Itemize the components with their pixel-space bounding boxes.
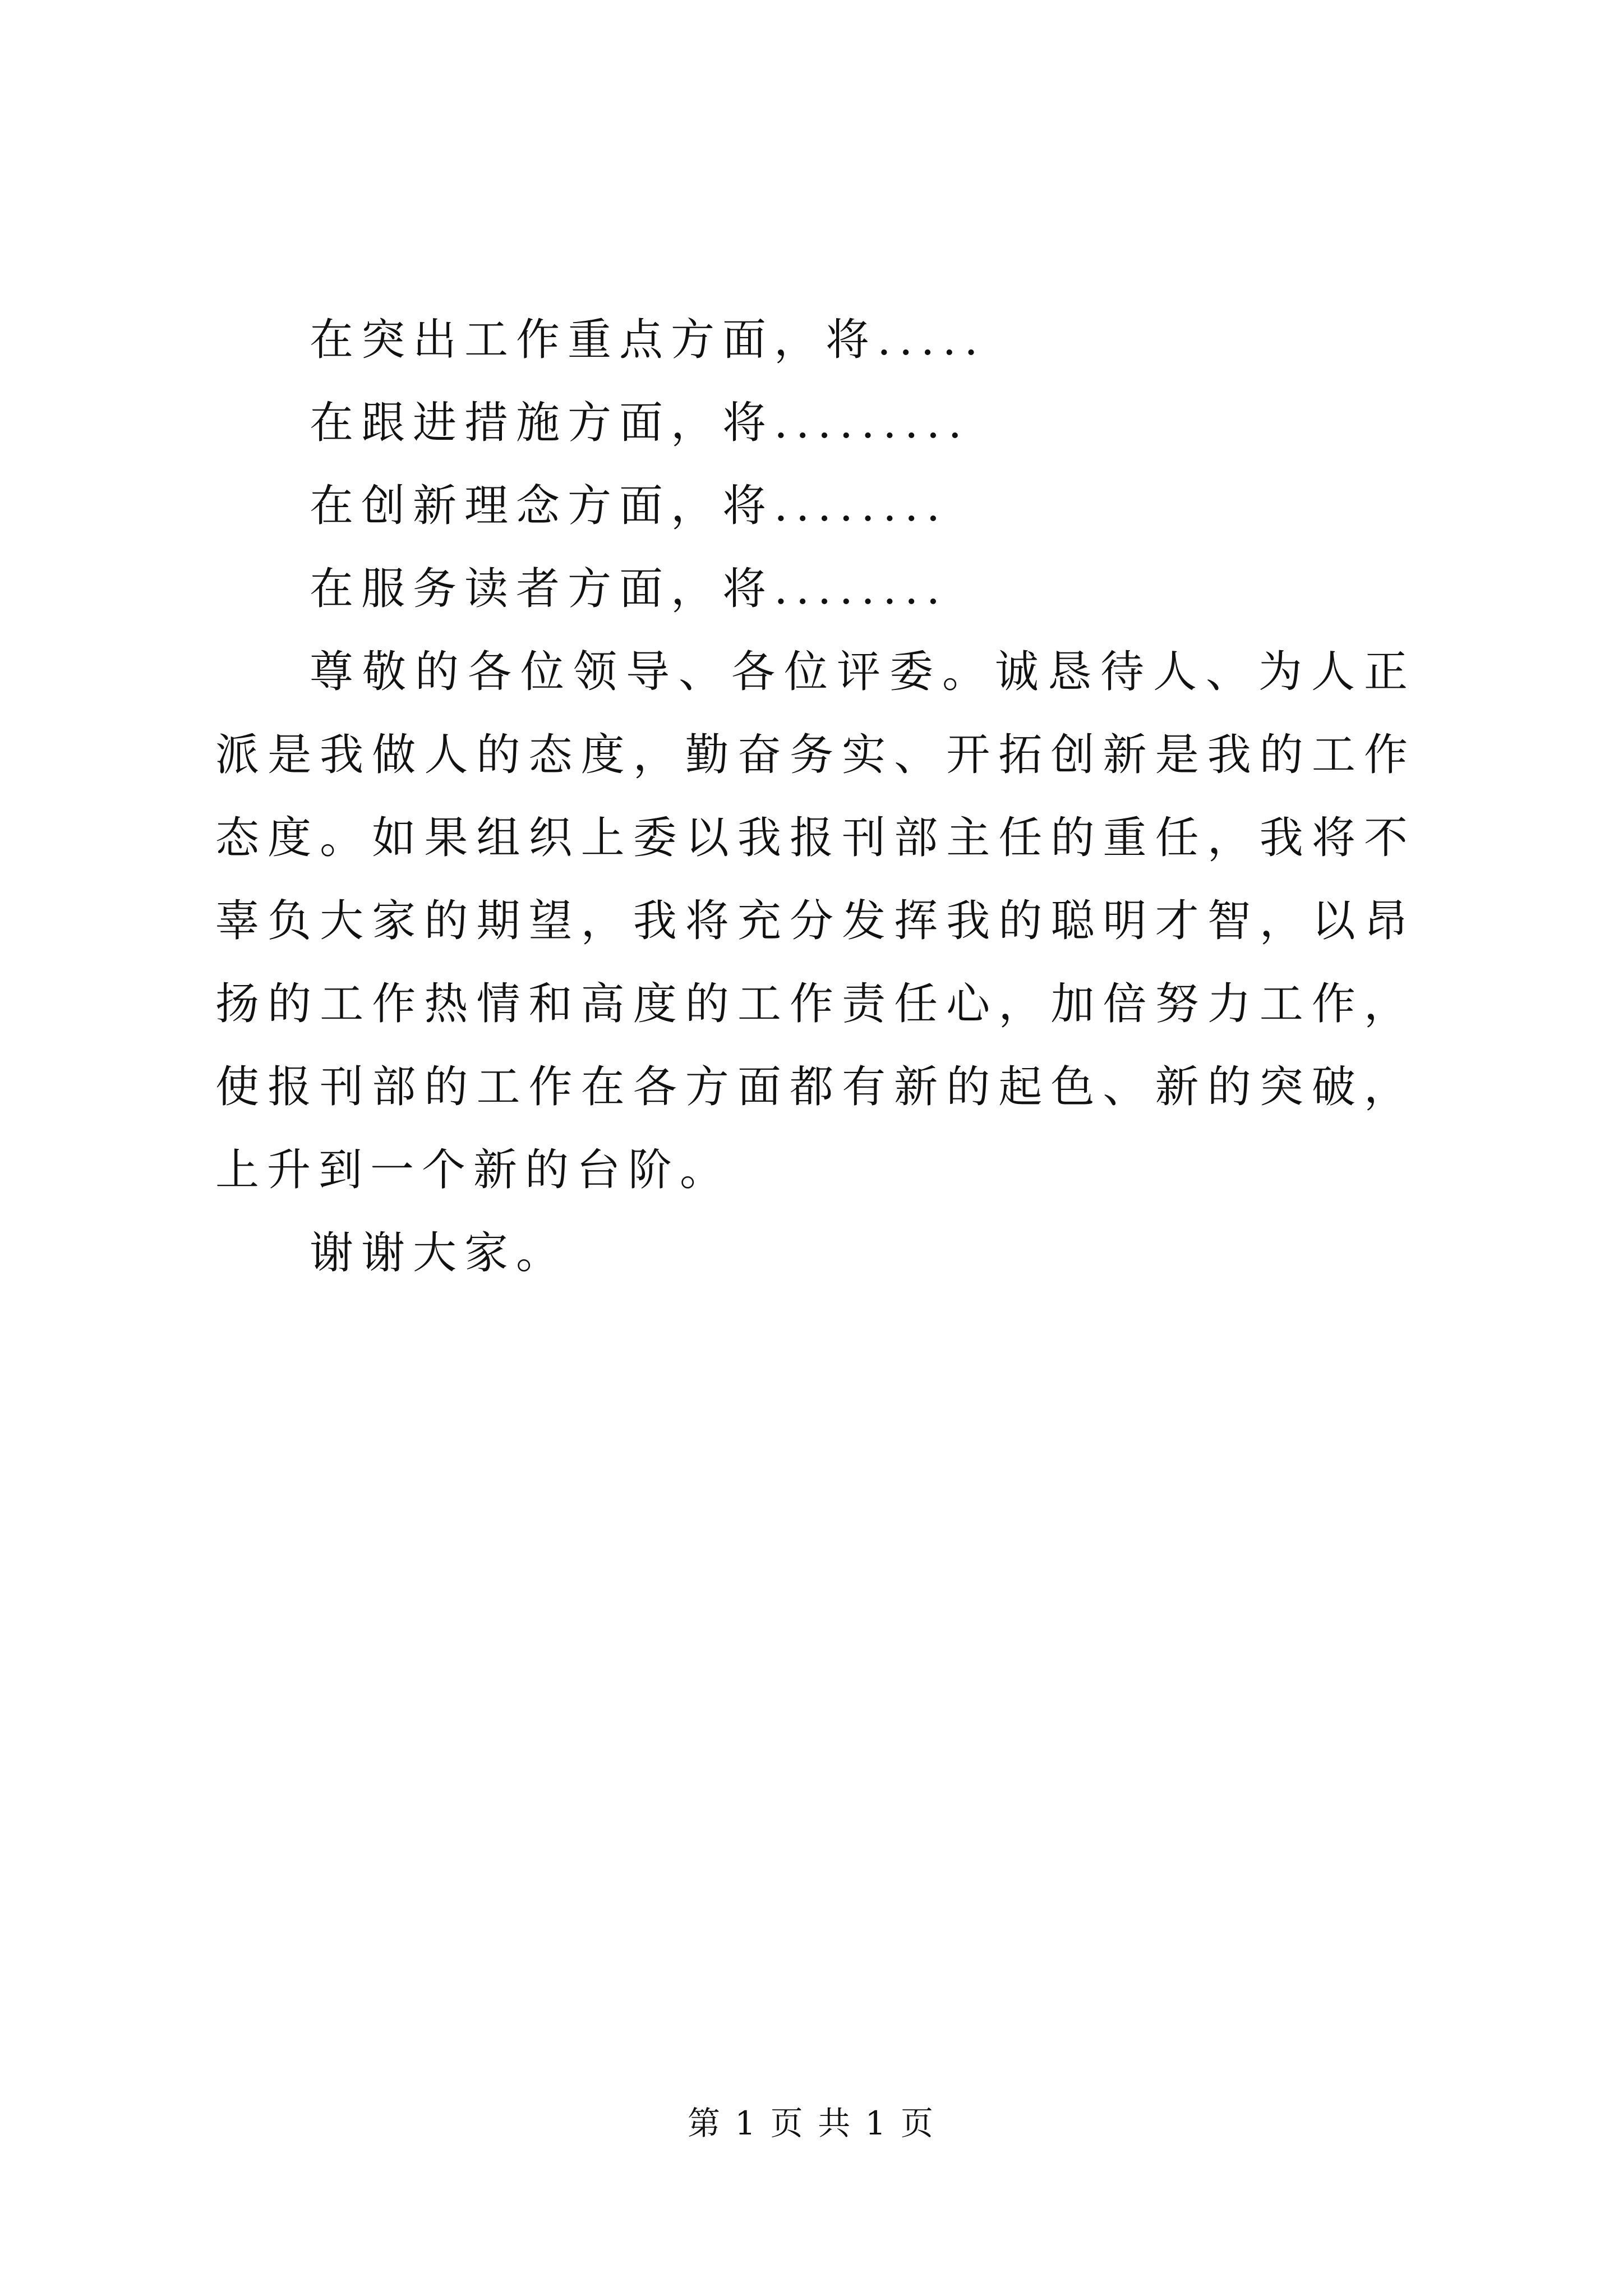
paragraph-focus-work: 在突出工作重点方面，将..... xyxy=(310,315,986,365)
paragraph-follow-up-measures: 在跟进措施方面，将......... xyxy=(310,398,970,448)
document-body xyxy=(215,298,1415,1295)
paragraph-innovation-concepts: 在创新理念方面，将........ xyxy=(310,481,948,531)
page-footer xyxy=(0,2101,1623,2146)
paragraph-reader-service: 在服务读者方面，将........ xyxy=(310,564,948,614)
paragraph-thanks: 谢谢大家。 xyxy=(310,1228,568,1278)
paragraph-closing-statement: 尊敬的各位领导、各位评委。诚恳待人、为人正派是我做人的态度，勤奋务实、开拓创新是我的工作态度。如果组织上委以我报刊部主任的重任，我将不辜负大家的期望，我将充分发挥我的聪明才智，以昂扬的工作热情和高度的工作责任心，加倍努力工作，使报刊部的工作在各方面都有新的起色、新的突破，上升到一个新的台阶。 xyxy=(215,647,1415,1195)
page-number-label: 第 1 页 共 1 页 xyxy=(688,2104,935,2142)
